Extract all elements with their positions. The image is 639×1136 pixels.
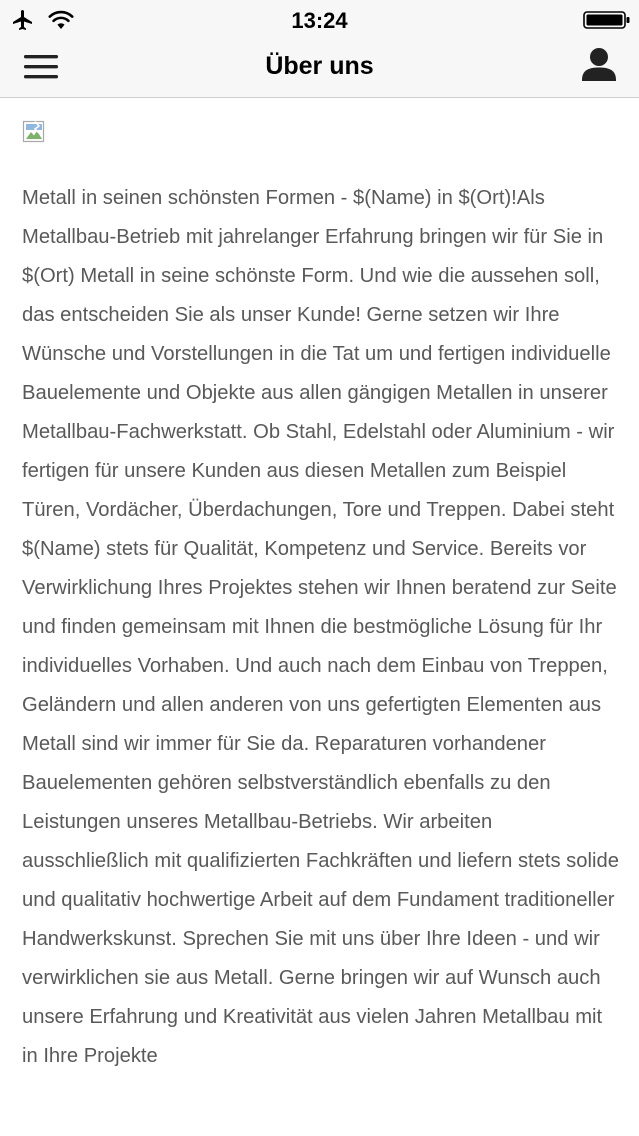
battery-icon [583,11,631,29]
status-time: 13:24 [291,8,348,33]
content-area [0,98,639,1136]
profile-button[interactable] [581,44,617,86]
broken-image-icon [22,120,46,144]
status-bar [0,0,639,40]
page-title: Über uns [265,52,374,80]
about-text: Metall in seinen schönsten Formen - $(Name) in $(Ort)!Als Metallbau-Betrieb mit jahrelanger Erfahrung bringen wir für Sie in $(Ort) Metall in seine schönste Form. Und wie die aussehen soll, das entscheiden Sie als unser Kunde! Gerne setzen wir Ihre Wünsche und Vorstellungen in die Tat um und fertigen individuelle Bauelemente und Objekte aus allen gängigen Metallen in unserer Metallbau-Fachwerkstatt. Ob Stahl, Edelstahl oder Aluminium - wir fertigen für unsere Kunden aus diesen Metallen zum Beispiel Türen, Vordächer, Überdachungen, Tore und Treppen. Dabei steht $(Name) stets für Qualität, Kompetenz und Service. Bereits vor Verwirklichung Ihres Projektes stehen wir Ihnen beratend zur Seite und finden gemeinsam mit Ihnen die bestmögliche Lösung für Ihr individuelles Vorhaben. Und auch nach dem Einbau von Treppen, Geländern und allen anderen von uns gefertigten Elementen aus Metall sind wir immer für Sie da. Reparaturen vorhandener Bauelementen gehören selbstverständlich ebenfalls zu den Leistungen unseres Metallbau-Betriebs. Wir arbeiten ausschließlich mit qualifizierten Fachkräften und liefern stets solide und qualitativ hochwertige Arbeit auf dem Fundament traditioneller Handwerkskunst. Sprechen Sie mit uns über Ihre Ideen - und wir verwirklichen sie aus Metall. Gerne bringen wir auf Wunsch auch unsere Erfahrung und Kreativität aus vielen Jahren Metallbau mit in Ihre Projekte [22,187,619,1067]
navigation-bar [0,40,639,98]
user-profile-icon [581,44,617,86]
